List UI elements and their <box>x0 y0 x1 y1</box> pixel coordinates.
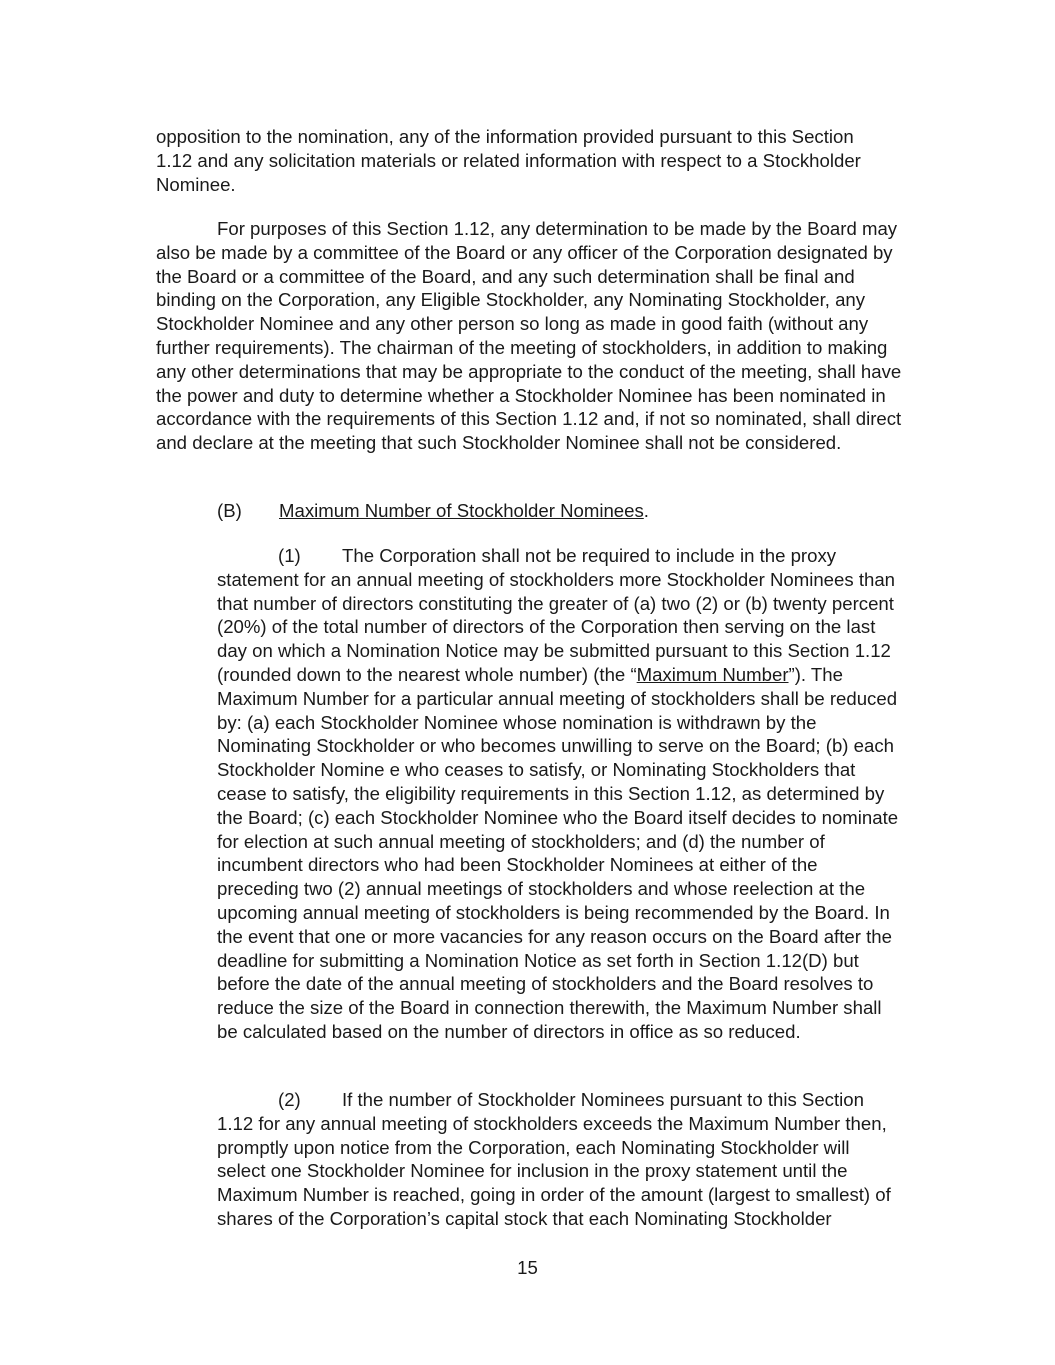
section-b-heading <box>217 499 649 523</box>
item-1-paragraph <box>217 544 903 1044</box>
continuation-paragraph: opposition to the nomination, any of the information provided pursuant to this Section 1.12 and any solicitation materials or related information with respect to a Stockholder Nominee. <box>156 126 861 195</box>
item-2-text: If the number of Stockholder Nominees pursuant to this Section 1.12 for any annual meeting of stockholders exceeds the Maximum Number then, promptly upon notice from the Corporation, each Nominating Stockholder will select one Stockholder Nominee for inclusion in the proxy statement until the Maximum Number is reached, going in order of the amount (largest to smallest) of shares of the Corporation’s capital stock that each Nominating Stockholder <box>217 1089 891 1229</box>
determination-paragraph: For purposes of this Section 1.12, any determination to be made by the Board may also be made by a committee of the Board or any officer of the Corporation designated by the Board or a committee of the Board, and any such determination shall be final and binding on the Corporation, any Eligible Stockholder, any Nominating Stockholder, any Stockholder Nominee and any other person so long as made in good faith (without any further requirements). The chairman of the meeting of stockholders, in addition to making any other determinations that may be appropriate to the conduct of the meeting, shall have the power and duty to determine whether a Stockholder Nominee has been nominated in accordance with the requirements of this Section 1.12 and, if not so nominated, shall direct and declare at the meeting that such Stockholder Nominee shall not be considered. <box>156 218 902 454</box>
item-1-text-before: The Corporation shall not be required to include in the proxy statement for an annual meeting of stockholders more Stockholder Nominees than that number of directors constituting the greater of (a) two (2) or (b) twenty percent (20%) of the total number of directors of the Corporation then serving on the last day on which a Nomination Notice may be submitted pursuant to this Section 1.12 (rounded down to the nearest whole number) (the “ <box>217 545 896 685</box>
section-b-label: (B) <box>217 500 242 521</box>
item-1-label: (1) <box>278 545 301 566</box>
maximum-number-term: Maximum Number <box>636 663 789 685</box>
page-number: 15 <box>517 1257 538 1278</box>
section-b-title-suffix: . <box>643 500 649 521</box>
item-2-label: (2) <box>278 1089 301 1110</box>
section-b-title: Maximum Number of Stockholder Nominees <box>279 500 644 521</box>
item-2-paragraph <box>217 1088 903 1231</box>
item-1-text-after: ”). The Maximum Number for a particular annual meeting of stockholders shall be reduced by: (a) each Stockholder Nominee whose nomination is withdrawn by the Nominating Stockholder or who becomes unwilling to serve on the Board; (b) each Stockholder Nomine e who ceases to satisfy, or Nominating Stockholders that cease to satisfy, the eligibility requirements in this Section 1.12, as determined by the Board; (c) each Stockholder Nominee who the Board itself decides to nominate for election at such annual meeting of stockholders; and (d) the number of incumbent directors who had been Stockholder Nominees at either of the preceding two (2) annual meetings of stockholders and whose reelection at the upcoming annual meeting of stockholders is being recommended by the Board. In the event that one or more vacancies for any reason occurs on the Board after the deadline for submitting a Nomination Notice as set forth in Section 1.12(D) but before the date of the annual meeting of stockholders and the Board resolves to reduce the size of the Board in connection therewith, the Maximum Number shall be calculated based on the number of directors in office as so reduced. <box>217 663 899 1042</box>
